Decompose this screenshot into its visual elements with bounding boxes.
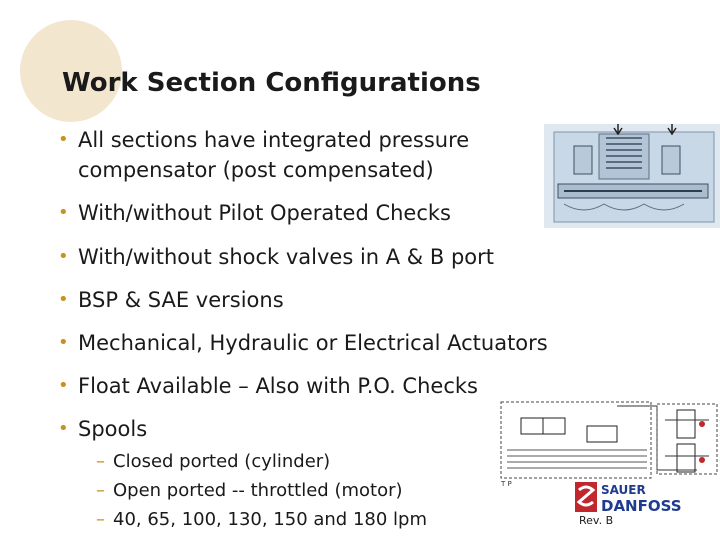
bullet-text: Spools — [78, 417, 148, 441]
sub-item — [96, 508, 427, 532]
hydraulic-schematic-image — [497, 400, 720, 490]
dash-icon: – — [96, 509, 105, 530]
bullet-text: With/without Pilot Operated Checks — [78, 201, 451, 225]
sub-item-text: Open ported -- throttled (motor) — [113, 480, 403, 501]
sub-item — [96, 479, 403, 503]
bullet-text: BSP & SAE versions — [78, 288, 284, 312]
slide-title: Work Section Configurations — [62, 68, 481, 98]
bullet-text: With/without shock valves in A & B port — [78, 245, 494, 269]
bullet-icon: • — [58, 418, 69, 439]
bullet-text: Mechanical, Hydraulic or Electrical Actuators — [78, 331, 548, 355]
bullet-icon: • — [58, 289, 69, 310]
bullet-icon: • — [58, 375, 69, 396]
sub-item — [96, 450, 330, 474]
bullet-icon: • — [58, 202, 69, 223]
bullet-text: Float Available – Also with P.O. Checks — [78, 374, 478, 398]
bullet-icon: • — [58, 129, 69, 150]
sub-item-text: Closed ported (cylinder) — [113, 451, 331, 472]
svg-text:T P: T P — [501, 480, 512, 488]
dash-icon: – — [96, 480, 105, 501]
sauer-danfoss-logo — [575, 480, 695, 516]
svg-text:DANFOSS: DANFOSS — [601, 497, 682, 515]
bullet-icon: • — [58, 332, 69, 353]
bullet-icon: • — [58, 246, 69, 267]
revision-label: Rev. B — [579, 514, 614, 527]
sub-item-text: 40, 65, 100, 130, 150 and 180 lpm — [113, 509, 427, 530]
bullet-text: All sections have integrated pressure — [78, 128, 470, 152]
valve-cross-section-image — [544, 124, 720, 228]
svg-text:SAUER: SAUER — [601, 483, 646, 497]
bullet-text-continued: compensator (post compensated) — [78, 158, 434, 182]
dash-icon: – — [96, 451, 105, 472]
